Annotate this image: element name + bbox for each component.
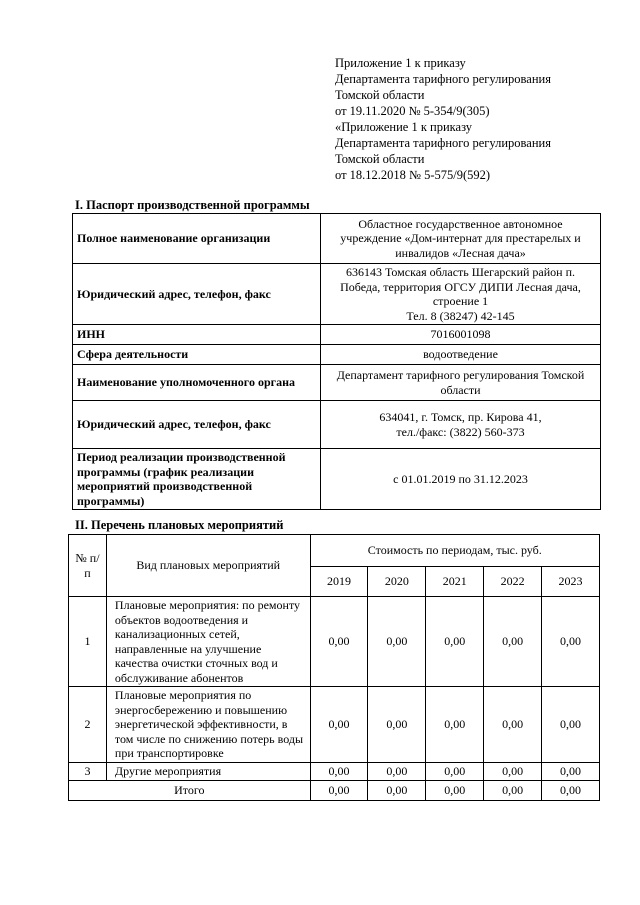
passport-value	[321, 449, 601, 510]
table-row	[69, 687, 600, 763]
value-line: 634041, г. Томск, пр. Кирова 41,	[379, 410, 542, 424]
year-header: 2023	[542, 567, 600, 597]
passport-row	[73, 401, 601, 449]
passport-value	[321, 345, 601, 365]
value-line: 636143 Томская область Шегарский район п.	[345, 265, 576, 279]
value-line: учреждение «Дом-интернат для престарелых и	[340, 231, 581, 246]
value-line: строение 1	[432, 294, 489, 308]
passport-key: Период реализации производственной программы (график реализации мероприятий производственной программы)	[73, 449, 321, 510]
passport-key: Юридический адрес, телефон, факс	[73, 264, 321, 325]
total-value: 0,00	[368, 781, 426, 801]
row-num: 1	[69, 597, 107, 687]
passport-key: Наименование уполномоченного органа	[73, 365, 321, 401]
passport-value	[321, 214, 601, 264]
year-header: 2021	[426, 567, 484, 597]
table-row	[69, 597, 600, 687]
row-name: Плановые мероприятия по энергосбережению и повышению энергетической эффективности, в том числе по снижению потерь воды при транспортировке	[106, 687, 310, 763]
row-value: 0,00	[310, 687, 368, 763]
total-value: 0,00	[484, 781, 542, 801]
year-header: 2022	[484, 567, 542, 597]
passport-key: Юридический адрес, телефон, факс	[73, 401, 321, 449]
total-value: 0,00	[542, 781, 600, 801]
row-name: Плановые мероприятия: по ремонту объектов водоотведения и канализационных сетей, направленные на улучшение качества очистки сточных вод и обслуживание абонентов	[106, 597, 310, 687]
row-value: 0,00	[542, 763, 600, 781]
row-num: 3	[69, 763, 107, 781]
plan-table	[68, 534, 600, 801]
value-line: Областное государственное автономное	[358, 216, 563, 231]
value-line: инвалидов «Лесная дача»	[395, 245, 526, 260]
order-header	[335, 55, 625, 183]
row-value: 0,00	[484, 763, 542, 781]
row-value: 0,00	[542, 687, 600, 763]
row-value: 0,00	[310, 763, 368, 781]
plan-header-row	[69, 535, 600, 567]
passport-value	[321, 365, 601, 401]
passport-row	[73, 214, 601, 264]
passport-row	[73, 264, 601, 325]
total-value: 0,00	[426, 781, 484, 801]
row-value: 0,00	[310, 597, 368, 687]
total-label: Итого	[69, 781, 311, 801]
table-row	[69, 763, 600, 781]
passport-row	[73, 325, 601, 345]
header-line: Департамента тарифного регулирования	[335, 72, 551, 86]
header-line: Департамента тарифного регулирования	[335, 136, 551, 150]
col-header-cost: Стоимость по периодам, тыс. руб.	[310, 535, 599, 567]
row-value: 0,00	[426, 763, 484, 781]
year-header: 2020	[368, 567, 426, 597]
value-line: с 01.01.2019 по 31.12.2023	[393, 471, 528, 486]
value-line: Тел. 8 (38247) 42-145	[406, 308, 515, 323]
header-line: Приложение 1 к приказу	[335, 56, 466, 70]
passport-key: Полное наименование организации	[73, 214, 321, 264]
passport-table	[72, 213, 601, 510]
section-title-passport: I. Паспорт производственной программы	[75, 198, 310, 212]
year-header: 2019	[310, 567, 368, 597]
header-line: Томской области	[335, 88, 425, 102]
passport-row	[73, 345, 601, 365]
value-line: водоотведение	[423, 347, 498, 362]
header-line: «Приложение 1 к приказу	[335, 120, 473, 134]
passport-value	[321, 264, 601, 325]
row-value: 0,00	[368, 687, 426, 763]
section-title-plan: II. Перечень плановых мероприятий	[75, 518, 284, 532]
value-line: тел./факс: (3822) 560-373	[396, 424, 525, 439]
row-value: 0,00	[484, 687, 542, 763]
value-line: 7016001098	[430, 327, 491, 342]
row-value: 0,00	[426, 687, 484, 763]
row-value: 0,00	[368, 763, 426, 781]
header-line: Томской области	[335, 152, 425, 166]
header-line: от 18.12.2018 № 5-575/9(592)	[335, 168, 491, 182]
total-value: 0,00	[310, 781, 368, 801]
passport-value	[321, 401, 601, 449]
value-line: области	[440, 382, 481, 397]
row-name: Другие мероприятия	[106, 763, 310, 781]
passport-row	[73, 449, 601, 510]
row-value: 0,00	[484, 597, 542, 687]
row-value: 0,00	[426, 597, 484, 687]
row-num: 2	[69, 687, 107, 763]
col-header-name: Вид плановых мероприятий	[106, 535, 310, 597]
row-value: 0,00	[542, 597, 600, 687]
header-line: от 19.11.2020 № 5-354/9(305)	[335, 104, 490, 118]
passport-key: Сфера деятельности	[73, 345, 321, 365]
passport-value	[321, 325, 601, 345]
total-row	[69, 781, 600, 801]
value-line: Департамент тарифного регулирования Томской	[336, 368, 585, 382]
value-line: Победа, территория ОГСУ ДИПИ Лесная дача,	[340, 279, 581, 294]
row-value: 0,00	[368, 597, 426, 687]
passport-row	[73, 365, 601, 401]
passport-key: ИНН	[73, 325, 321, 345]
col-header-num: № п/п	[69, 535, 107, 597]
